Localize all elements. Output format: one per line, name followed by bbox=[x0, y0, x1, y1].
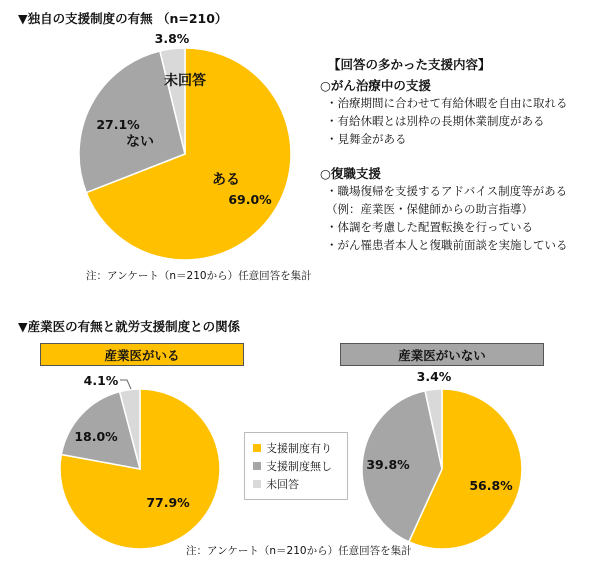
pie-value-label: 39.8% bbox=[366, 457, 410, 472]
section1-note: 注：アンケート（n＝210から）任意回答を集計 bbox=[86, 270, 312, 282]
pie-category-label: ある bbox=[212, 172, 240, 188]
pie-value-label: 56.8% bbox=[469, 478, 513, 493]
pie-value-label: 77.9% bbox=[146, 495, 190, 510]
legend-swatch bbox=[253, 462, 261, 470]
section1-title: ▼独自の支援制度の有無 （n=210） bbox=[18, 11, 228, 26]
support-group-heading: ○復職支援 bbox=[320, 166, 381, 181]
legend-item bbox=[253, 457, 347, 475]
support-item: ・体調を考慮した配置転換を行っている bbox=[326, 220, 533, 234]
pie-value-label: 4.1% bbox=[83, 373, 119, 388]
legend-swatch bbox=[253, 444, 261, 452]
pie-value-label: 69.0% bbox=[228, 192, 272, 207]
pie-value-label: 18.0% bbox=[74, 429, 118, 444]
section2-title: ▼産業医の有無と就労支援制度との関係 bbox=[18, 319, 241, 334]
support-item: ・治療期間に合わせて有給休暇を自由に取れる bbox=[326, 96, 568, 110]
pie-value-label: 3.4% bbox=[416, 369, 452, 384]
legend-label: 未回答 bbox=[266, 478, 299, 491]
pie-value-label: 27.1% bbox=[96, 117, 140, 132]
support-item: ・職場復帰を支援するアドバイス制度等がある bbox=[326, 184, 568, 198]
legend-label: 支援制度無し bbox=[266, 460, 332, 473]
support-box-title: 【回答の多かった支援内容】 bbox=[328, 57, 491, 72]
pie-value-label: 3.8% bbox=[154, 31, 190, 46]
legend-label: 支援制度有り bbox=[266, 442, 332, 455]
support-item: （例：産業医・保健師からの助言指導） bbox=[326, 202, 533, 216]
legend-item bbox=[253, 475, 347, 493]
support-item: ・がん罹患者本人と復職前面談を実施している bbox=[326, 238, 568, 252]
pie-category-label: ない bbox=[126, 134, 154, 150]
support-item: ・有給休暇とは別枠の長期休業制度がある bbox=[326, 114, 545, 128]
support-group-heading: ○がん治療中の支援 bbox=[320, 78, 431, 93]
header-has-doctor-label: 産業医がいる bbox=[104, 347, 180, 363]
legend-swatch bbox=[253, 480, 261, 488]
section2-note: 注：アンケート（n＝210から）任意回答を集計 bbox=[186, 545, 412, 557]
pie-category-label: 未回答 bbox=[164, 73, 206, 89]
legend-item bbox=[253, 439, 347, 457]
header-no-doctor-label: 産業医がいない bbox=[398, 347, 486, 363]
support-item: ・見舞金がある bbox=[326, 132, 407, 146]
chart-legend bbox=[244, 432, 348, 500]
